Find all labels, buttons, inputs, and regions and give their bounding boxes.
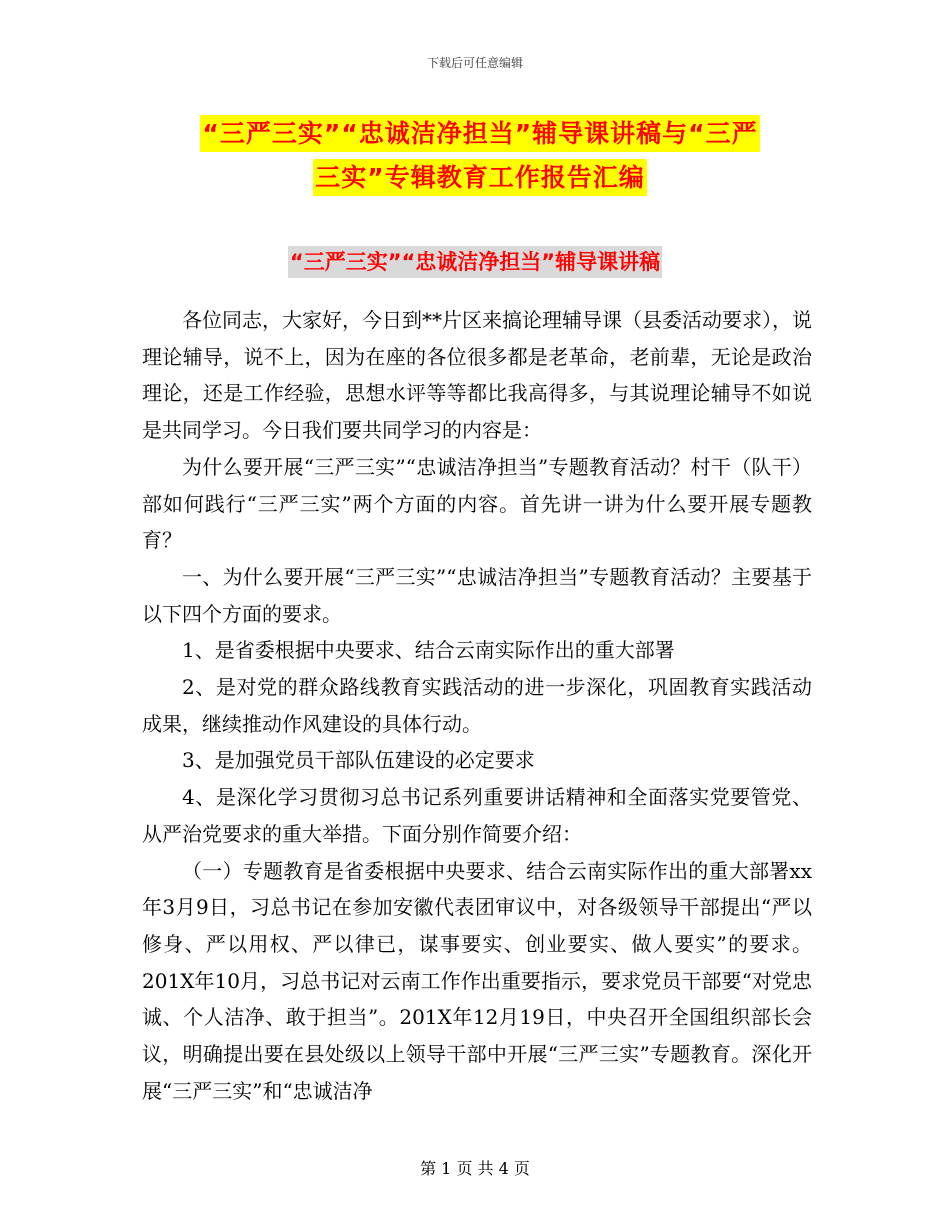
page-header: 下载后可任意编辑 <box>426 56 523 70</box>
section-title <box>0 246 950 276</box>
paragraph: （一）专题教育是省委根据中央要求、结合云南实际作出的重大部署xx年3月9日，习总书记在参加安徽代表团审议中，对各级领导干部提出“严以修身、严以用权、严以律已，谋事要实、创业要实、做人要实”的要求。201X年10月，习总书记对云南工作作出重要指示，要求党员干部要“对党忠诚、个人洁净、敢于担当”。201X年12月19日，中央召开全国组织部长会议，明确提出要在县处级以上领导干部中开展“三严三实”专题教育。深化开展“三严三实”和“忠诚洁净 <box>142 858 812 1103</box>
section-title-text: “三严三实”“忠诚洁净担当”辅导课讲稿 <box>288 246 662 278</box>
body-text <box>142 302 812 1109</box>
paragraph: 3、是加强党员干部队伍建设的必定要求 <box>182 748 535 773</box>
paragraph: 2、是对党的群众路线教育实践活动的进一步深化，巩固教育实践活动成果，继续推动作风建设的具体行动。 <box>142 675 812 736</box>
document-title-line-1 <box>150 114 810 150</box>
paragraph: 1、是省委根据中央要求、结合云南实际作出的重大部署 <box>182 638 675 663</box>
document-title-line-1-text: “三严三实”“忠诚洁净担当”辅导课讲稿与“三严 <box>200 115 759 152</box>
paragraph: 各位同志，大家好，今日到**片区来搞论理辅导课（县委活动要求），说理论辅导，说不上，因为在座的各位很多都是老革命，老前辈，无论是政治理论，还是工作经验，思想水评等等都比我高得多，与其说理论辅导不如说是共同学习。今日我们要共同学习的内容是： <box>142 308 812 443</box>
document-title-line-2-text: 三实”专辑教育工作报告汇编 <box>313 159 646 196</box>
paragraph: 为什么要开展“三严三实”“忠诚洁净担当”专题教育活动？村干（队干）部如何践行“三严三实”两个方面的内容。首先讲一讲为什么要开展专题教育？ <box>142 454 812 553</box>
paragraph: 一、为什么要开展“三严三实”“忠诚洁净担当”专题教育活动？主要基于以下四个方面的要求。 <box>142 564 812 626</box>
paragraph: 4、是深化学习贯彻习总书记系列重要讲话精神和全面落实党要管党、从严治党要求的重大举措。下面分别作简要介绍： <box>142 785 812 846</box>
document-title-line-2 <box>150 158 810 194</box>
page-footer: 第 1 页 共 4 页 <box>420 1159 530 1178</box>
